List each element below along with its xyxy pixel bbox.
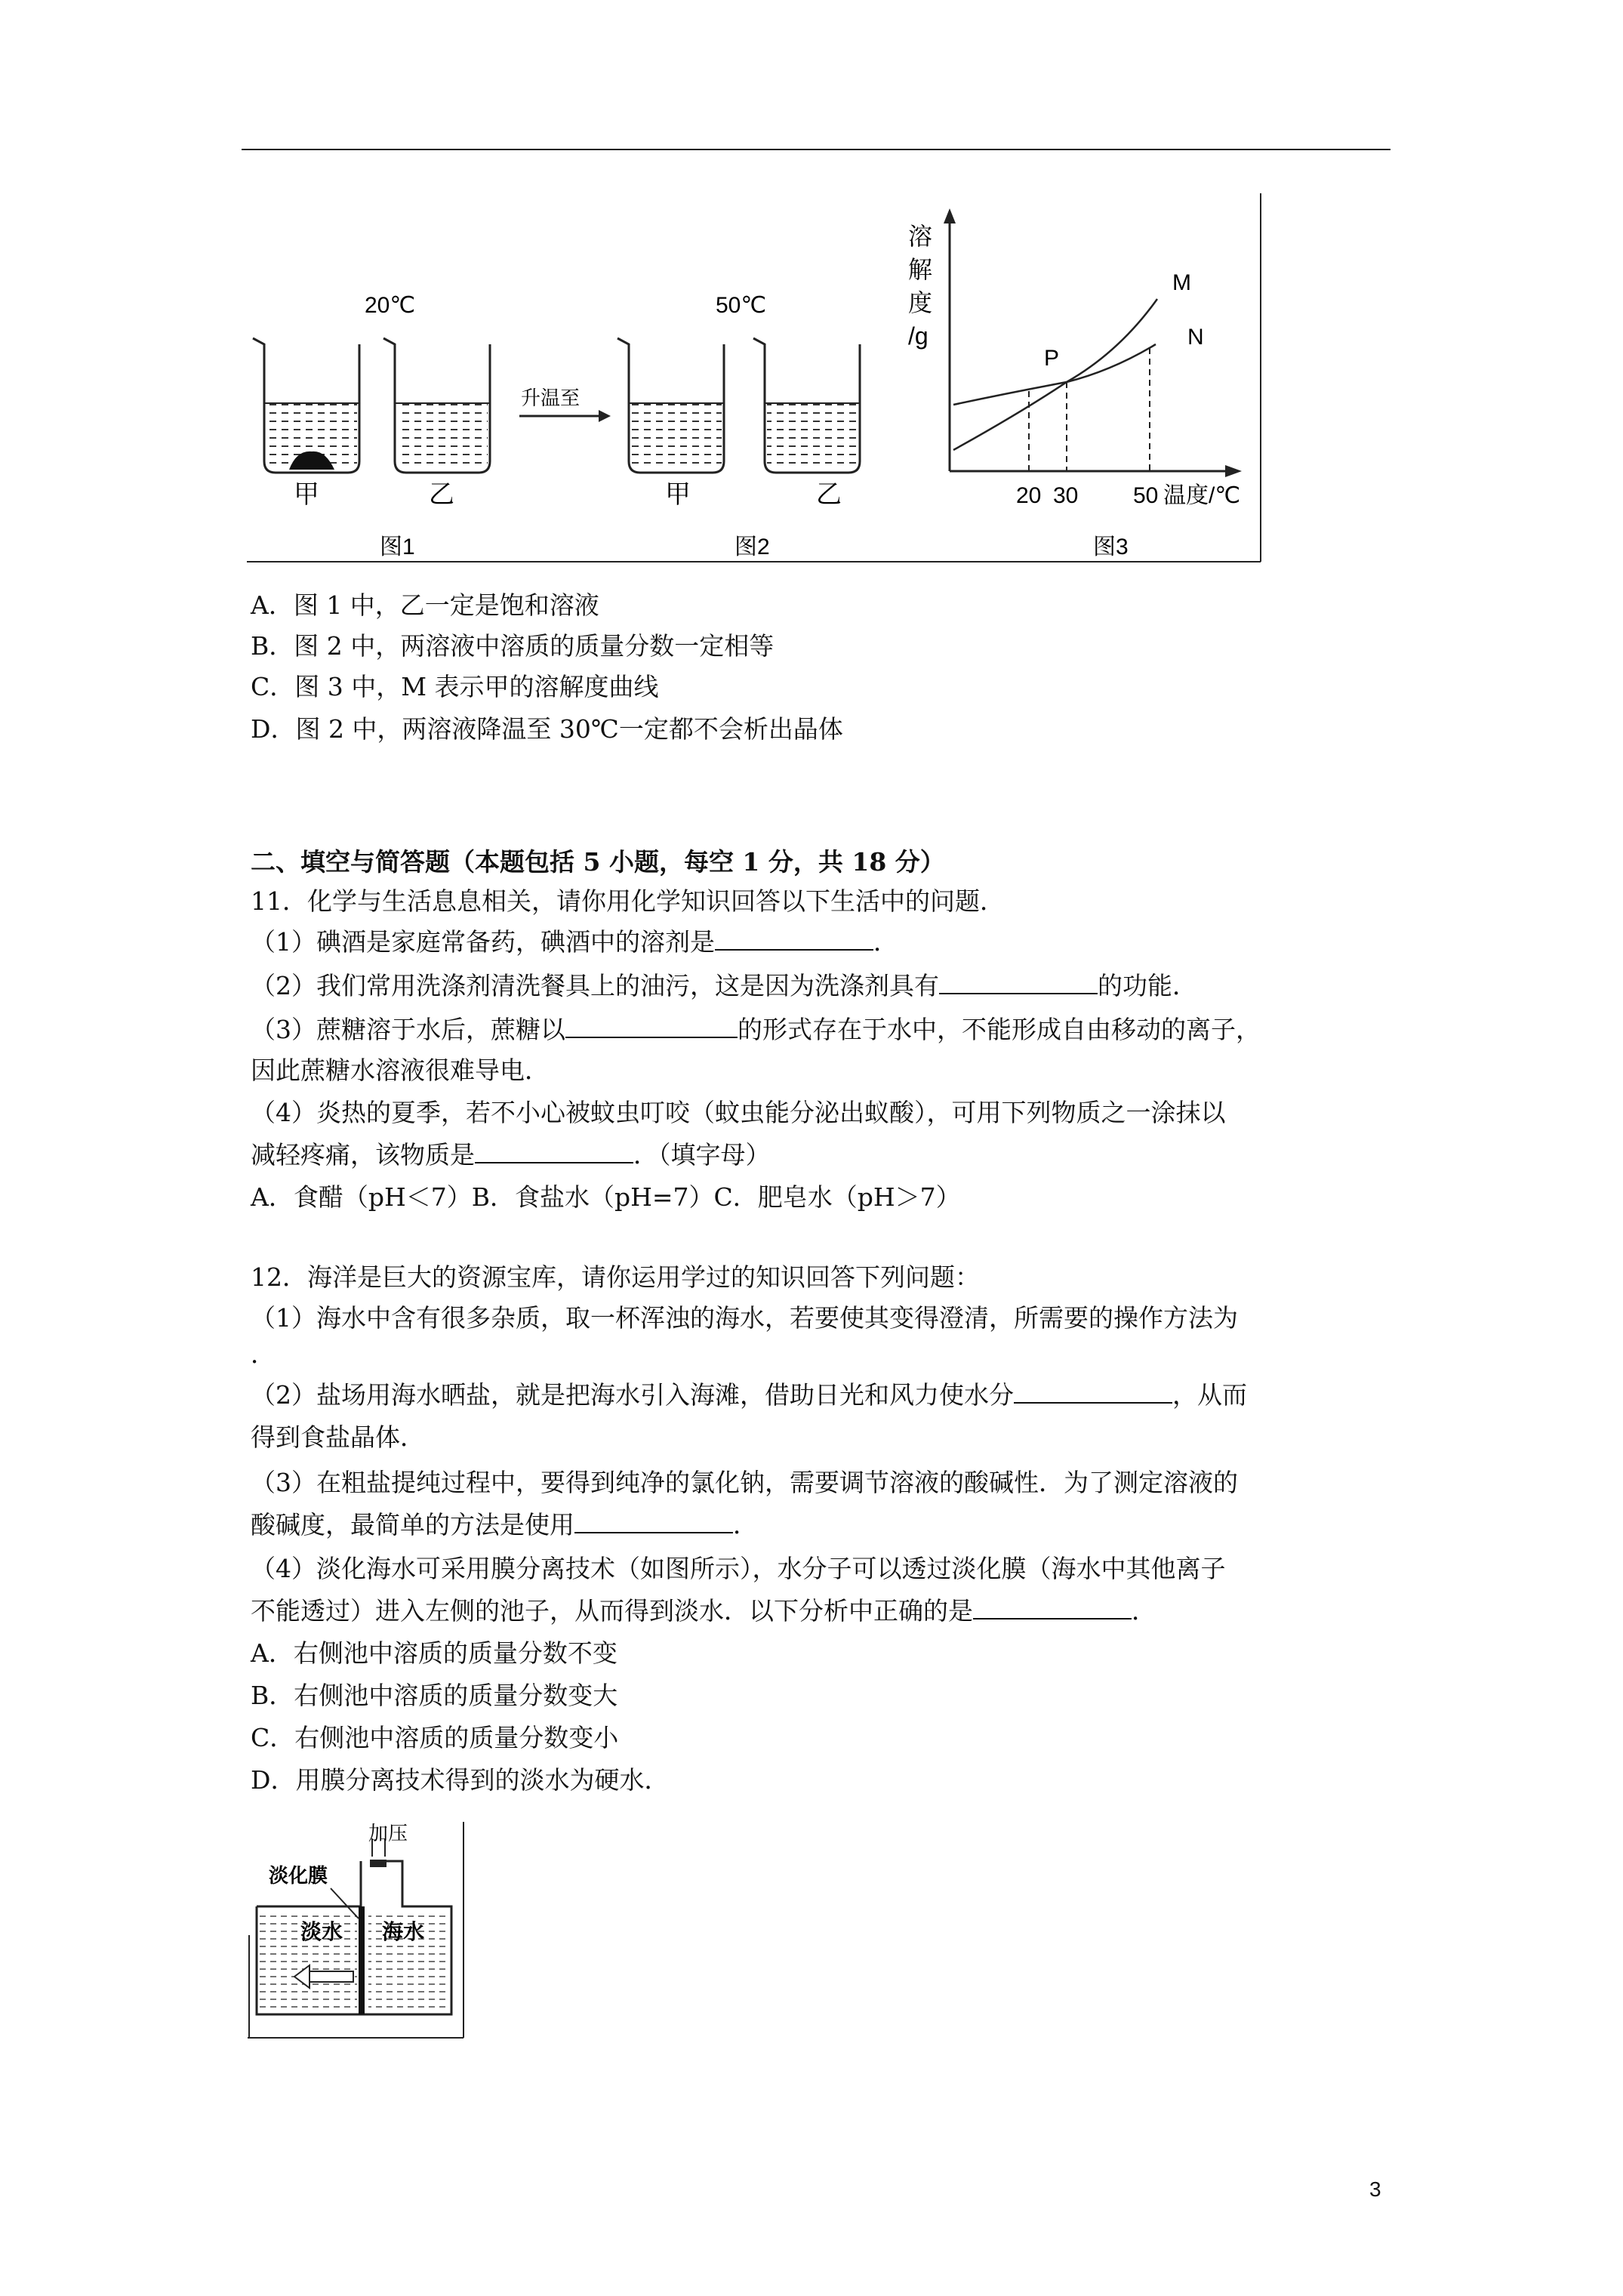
q11-part1-text: （1）碘酒是家庭常备药，碘酒中的溶剂是 <box>251 927 715 957</box>
q12-stem: 12．海洋是巨大的资源宝库，请你运用学过的知识回答下列问题： <box>251 1262 980 1292</box>
q12-part3: （3）在粗盐提纯过程中，要得到纯净的氯化钠，需要调节溶液的酸碱性．为了测定溶液的 <box>251 1468 1238 1497</box>
heat-arrow-label: 升温至 <box>521 387 581 409</box>
q12-part4-cont <box>251 1595 1156 1628</box>
solubility-chart <box>908 208 1242 508</box>
answer-blank[interactable] <box>715 926 873 951</box>
answer-blank[interactable] <box>939 970 1098 994</box>
temp-50-label: 50℃ <box>716 293 767 318</box>
beaker-jia-50-label: 甲 <box>665 480 691 509</box>
membrane-figure <box>248 1822 467 2041</box>
y-axis-char-3: 度 <box>908 289 933 316</box>
answer-blank[interactable] <box>574 1509 733 1533</box>
header-rule <box>242 149 1390 150</box>
q11-options: A．食醋（pH＜7）B．食盐水（pH=7）C．肥皂水（pH＞7） <box>251 1182 961 1212</box>
x-axis-label: 温度/℃ <box>1163 483 1241 508</box>
fresh-water-label: 淡水 <box>300 1920 343 1943</box>
q11-stem: 11．化学与生活息息相关，请你用化学知识回答以下生活中的问题． <box>251 886 1005 916</box>
q11-part4-end: ．（填字母） <box>633 1140 771 1170</box>
q11-part2 <box>251 969 1197 1003</box>
q12-part2-cont: 得到食盐晶体． <box>251 1422 425 1452</box>
q11-part2-end: 的功能． <box>1098 971 1197 1000</box>
q11-part1-end: ． <box>873 927 898 957</box>
point-p-label: P <box>1044 346 1060 371</box>
pressure-label: 加压 <box>368 1822 408 1845</box>
q10-option-a: A．图 1 中，乙一定是饱和溶液 <box>251 590 599 620</box>
q11-part4: （4）炎热的夏季，若不小心被蚊虫叮咬（蚊虫能分泌出蚁酸），可用下列物质之一涂抹以 <box>251 1098 1226 1127</box>
membrane-label: 淡化膜 <box>269 1864 328 1887</box>
q12-option-d: D．用膜分离技术得到的淡水为硬水． <box>251 1765 670 1795</box>
q10-option-b: B．图 2 中，两溶液中溶质的质量分数一定相等 <box>251 631 775 661</box>
q10-option-d: D．图 2 中，两溶液降温至 30℃一定都不会析出晶体 <box>251 714 843 744</box>
q11-part3-cont: 因此蔗糖水溶液很难导电． <box>251 1056 550 1085</box>
q11-part3-end: 的形式存在于水中，不能形成自由移动的离子， <box>738 1015 1261 1044</box>
answer-blank[interactable] <box>1014 1379 1172 1404</box>
curve-n-label: N <box>1187 325 1204 350</box>
q12-part2 <box>251 1379 1247 1412</box>
curve-m-label: M <box>1172 270 1191 295</box>
heat-arrow-icon <box>519 410 611 422</box>
q11-part4-cont <box>251 1139 771 1172</box>
q11-part1 <box>251 926 898 959</box>
fig3-caption: 图3 <box>1093 535 1129 559</box>
fig1-caption: 图1 <box>380 535 415 559</box>
q11-part2-text: （2）我们常用洗涤剂清洗餐具上的油污，这是因为洗涤剂具有 <box>251 971 939 1000</box>
q11-part3-text: （3）蔗糖溶于水后，蔗糖以 <box>251 1015 565 1044</box>
page-number: 3 <box>1369 2177 1381 2201</box>
sea-water-label: 海水 <box>382 1920 425 1943</box>
beaker-yi-50 <box>753 338 860 473</box>
x-tick-20: 20 <box>1016 483 1042 508</box>
q12-part1-end: ． <box>251 1339 276 1369</box>
section2-title: 二、填空与简答题（本题包括 5 小题，每空 1 分，共 18 分） <box>251 847 945 877</box>
y-axis-char-4: /g <box>908 322 929 350</box>
q11-part4-text: 减轻疼痛，该物质是 <box>251 1140 475 1170</box>
q11-part3 <box>251 1013 1261 1046</box>
beaker-yi-label: 乙 <box>429 480 454 509</box>
q12-part2-text: （2）盐场用海水晒盐，就是把海水引入海滩，借助日光和风力使水分 <box>251 1380 1014 1410</box>
x-tick-50: 50 <box>1133 483 1159 508</box>
y-axis-char-2: 解 <box>908 256 933 283</box>
q12-option-a: A．右侧池中溶质的质量分数不变 <box>251 1638 617 1668</box>
beaker-jia-20 <box>253 338 359 473</box>
q12-option-b: B．右侧池中溶质的质量分数变大 <box>251 1681 618 1710</box>
q12-part3-text: 酸碱度，最简单的方法是使用 <box>251 1510 574 1539</box>
q10-option-c: C．图 3 中，M 表示甲的溶解度曲线 <box>251 672 659 701</box>
answer-blank[interactable] <box>973 1595 1132 1620</box>
curve-m <box>953 299 1157 450</box>
q12-part4-text: 不能透过）进入左侧的池子，从而得到淡水．以下分析中正确的是 <box>251 1596 973 1626</box>
q12-part4-end: ． <box>1132 1596 1156 1626</box>
beaker-jia-label: 甲 <box>294 480 319 509</box>
answer-blank[interactable] <box>475 1139 633 1163</box>
beaker-jia-50 <box>617 338 724 473</box>
q12-part1: （1）海水中含有很多杂质，取一杯浑浊的海水，若要使其变得澄清，所需要的操作方法为 <box>251 1303 1238 1333</box>
fig2-caption: 图2 <box>735 535 770 559</box>
solubility-figure <box>244 193 1270 567</box>
y-axis-char-1: 溶 <box>908 223 933 250</box>
beaker-yi-50-label: 乙 <box>816 480 842 509</box>
q12-part3-cont <box>251 1509 758 1542</box>
q12-part4: （4）淡化海水可采用膜分离技术（如图所示），水分子可以透过淡化膜（海水中其他离子 <box>251 1554 1226 1583</box>
q12-part2-end: ，从而 <box>1172 1380 1247 1410</box>
answer-blank[interactable] <box>565 1014 738 1038</box>
q12-part3-end: ． <box>733 1510 758 1539</box>
x-tick-30: 30 <box>1053 483 1079 508</box>
q12-option-c: C．右侧池中溶质的质量分数变小 <box>251 1723 619 1752</box>
beaker-yi-20 <box>383 338 490 473</box>
temp-20-label: 20℃ <box>365 293 416 318</box>
